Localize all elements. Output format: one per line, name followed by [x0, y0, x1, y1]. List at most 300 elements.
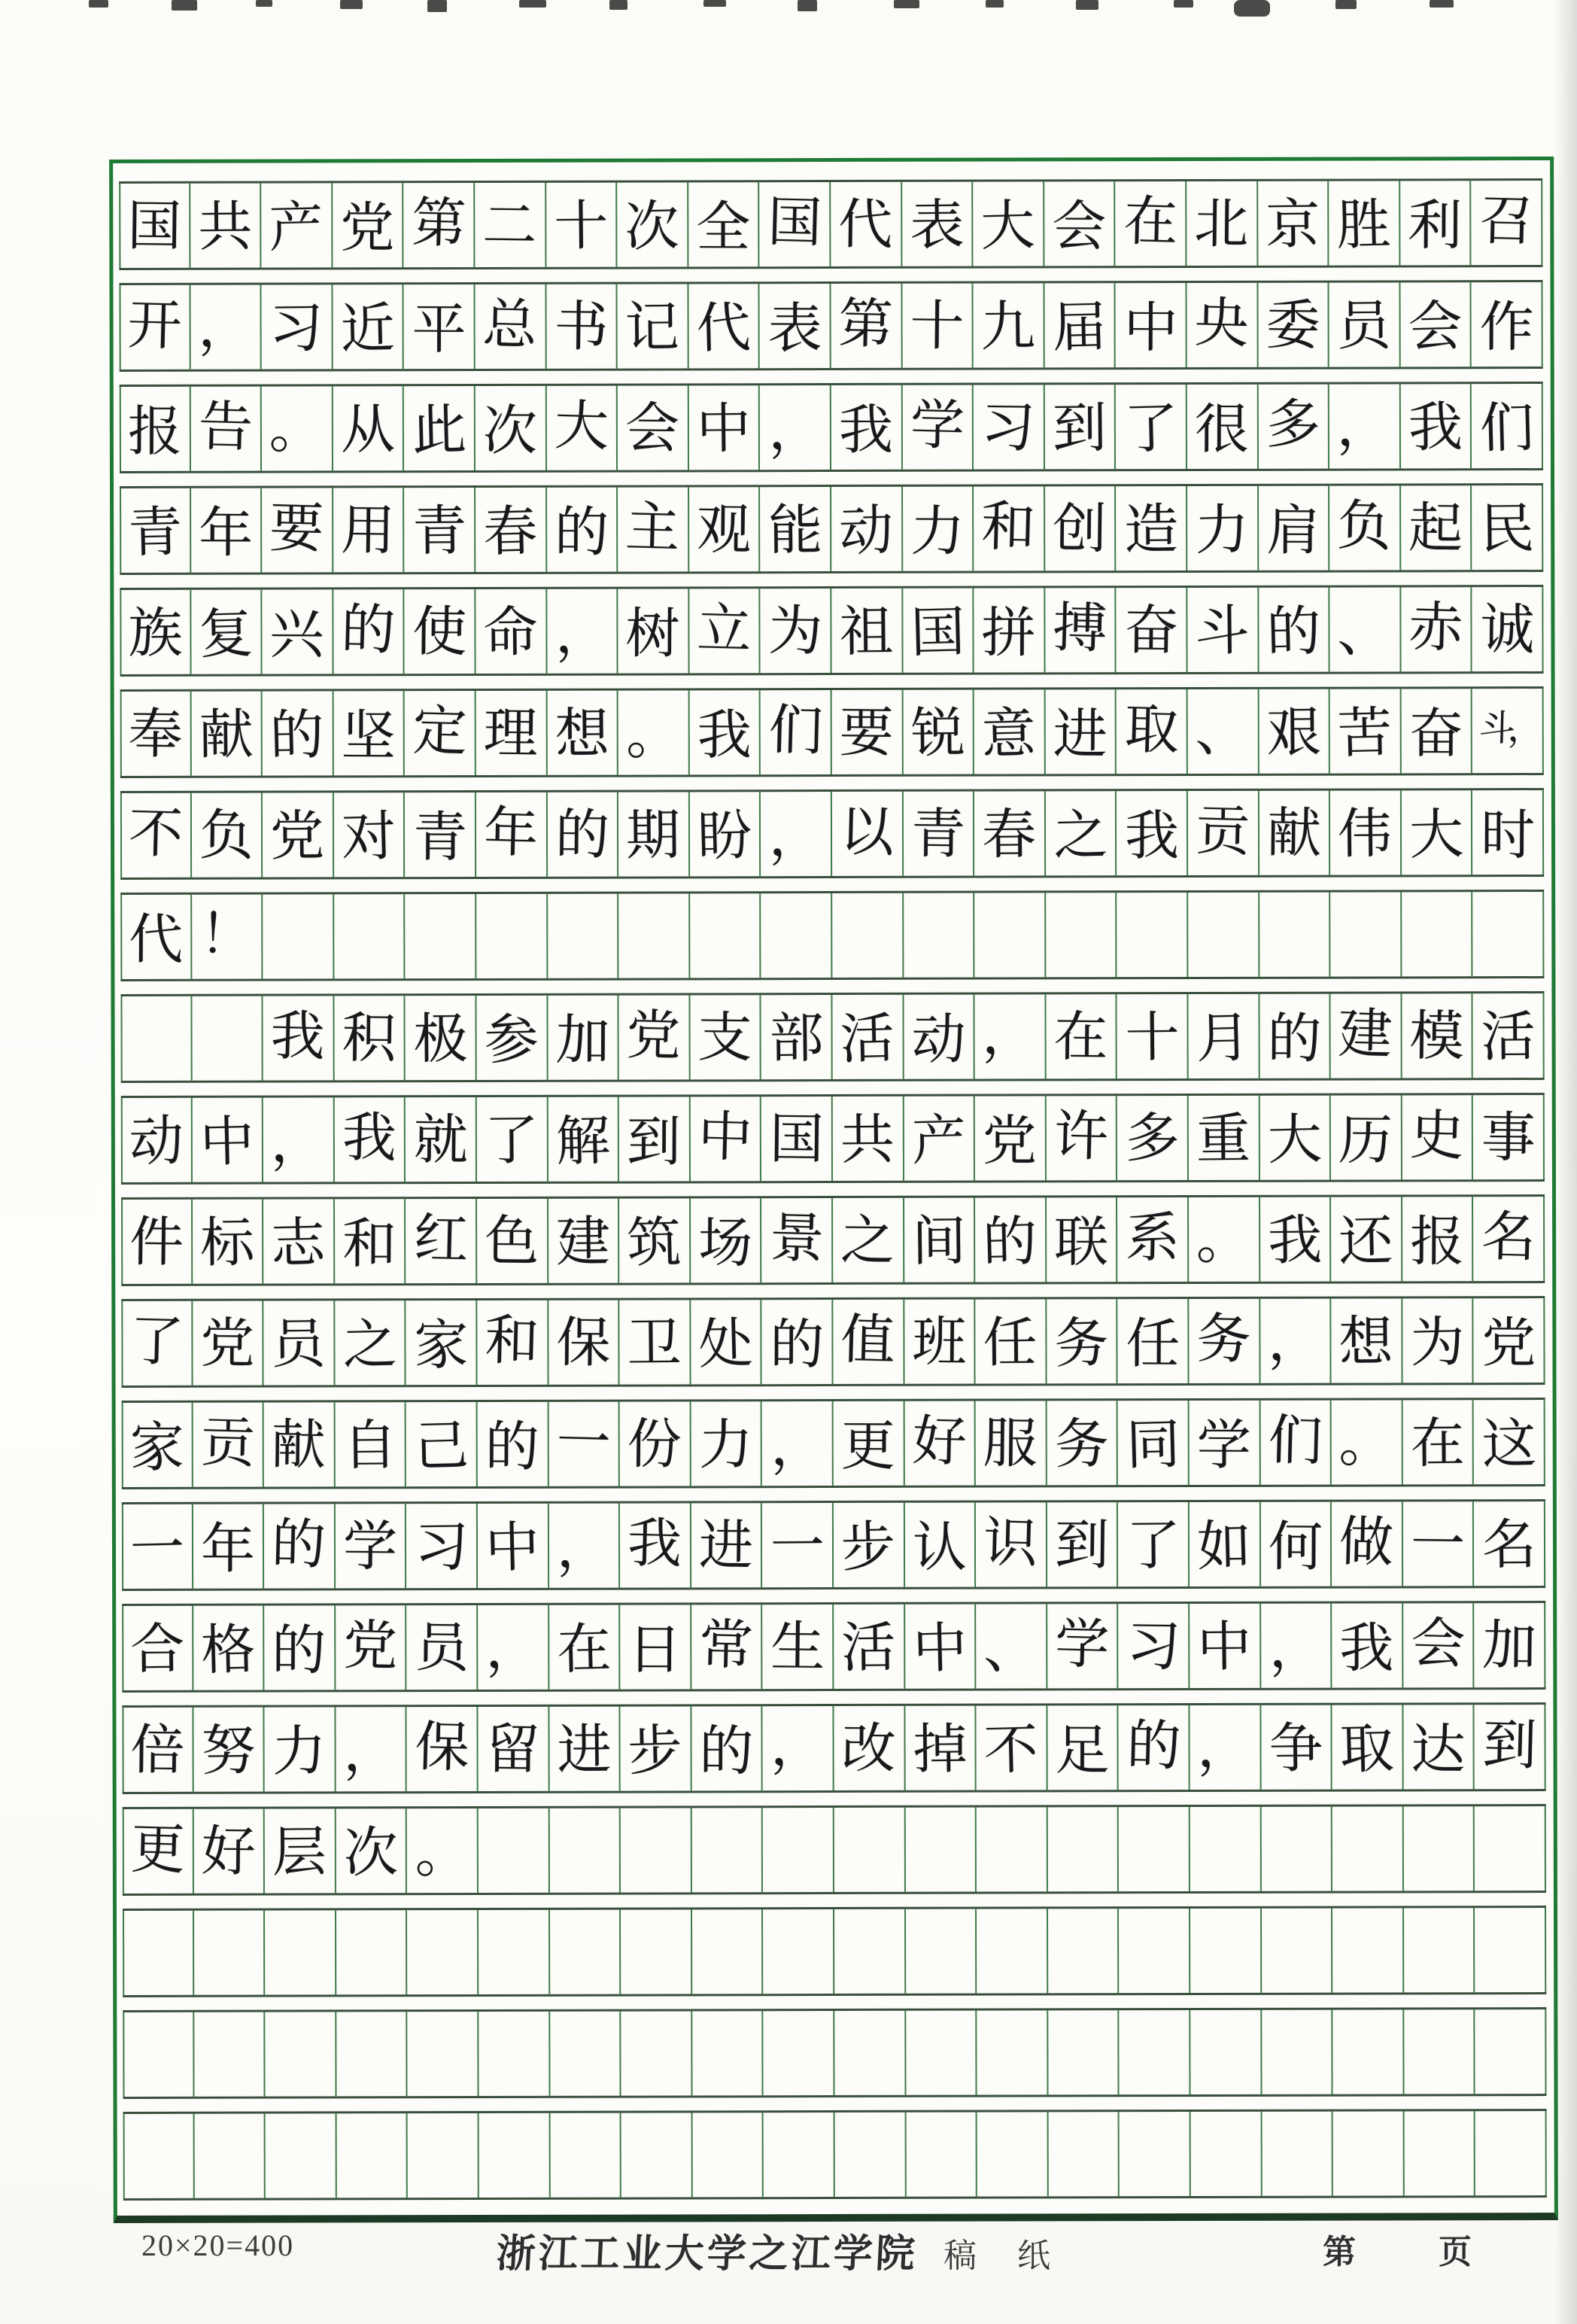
handwritten-char: 届 — [1051, 294, 1108, 360]
grid-cell — [266, 2113, 337, 2198]
handwritten-char: 日 — [627, 1617, 682, 1681]
grid-cell — [264, 1402, 336, 1486]
handwritten-char: 次 — [624, 193, 680, 259]
handwritten-char: 报 — [1409, 1209, 1465, 1273]
grid-cell — [1119, 1807, 1190, 1891]
handwritten-char: 。 — [269, 397, 324, 461]
handwritten-char: 力 — [1194, 497, 1250, 562]
handwritten-char: 支 — [697, 1005, 753, 1069]
grid-cell — [404, 183, 476, 267]
grid-cell — [763, 1909, 834, 1994]
handwritten-char: 同 — [1125, 1412, 1181, 1477]
handwritten-char: 要 — [839, 700, 895, 765]
grid-cell — [832, 893, 904, 978]
grid-cell — [762, 1300, 834, 1384]
grid-cell — [193, 1403, 264, 1487]
grid-cell — [760, 487, 831, 571]
grid-cell — [1190, 1401, 1261, 1485]
grid-cell — [761, 995, 833, 1079]
handwritten-char: 之 — [1053, 802, 1109, 868]
handwritten-char: 总 — [482, 291, 539, 357]
handwritten-char: 的 — [554, 500, 609, 564]
grid-cell — [193, 1708, 265, 1792]
handwritten-char: 认 — [912, 1515, 968, 1579]
handwritten-char: 己 — [413, 1413, 469, 1478]
grid-cell — [764, 2011, 835, 2095]
grid-cell — [476, 894, 548, 978]
handwritten-char: 告 — [197, 394, 254, 459]
grid-cell — [1330, 689, 1402, 773]
handwritten-char: 红 — [412, 1206, 469, 1272]
handwritten-char: 力 — [910, 499, 965, 563]
grid-cell — [1473, 1197, 1545, 1281]
handwritten-char: 共 — [840, 1107, 895, 1172]
grid-cell — [692, 2011, 764, 2095]
handwritten-char: 如 — [1196, 1513, 1253, 1578]
grid-cell — [1116, 283, 1187, 367]
grid-cell — [904, 1198, 976, 1282]
grid-cell — [976, 1502, 1047, 1586]
handwritten-char: 使 — [412, 599, 467, 664]
handwritten-char: 为 — [1409, 1310, 1466, 1375]
handwritten-char: 大 — [1266, 1106, 1323, 1172]
handwritten-char: 十 — [909, 294, 965, 358]
grid-cell — [122, 1708, 193, 1792]
handwritten-char: 我 — [1339, 1616, 1394, 1680]
handwritten-char: 活 — [1480, 1004, 1536, 1069]
handwritten-char: 的 — [699, 1719, 754, 1783]
grid-cell — [764, 2113, 835, 2197]
handwritten-char: 和 — [980, 494, 1037, 559]
grid-cell — [1402, 1298, 1474, 1383]
handwritten-char: 能 — [767, 497, 823, 562]
grid-cell — [547, 691, 618, 775]
handwritten-char: 共 — [197, 194, 253, 259]
grid-cell — [1333, 2111, 1405, 2195]
grid-row — [123, 2007, 1546, 2099]
handwritten-char: 表 — [909, 193, 965, 257]
handwritten-char: 取 — [1339, 1716, 1396, 1781]
grid-cell — [550, 1910, 621, 1994]
grid-cell — [263, 792, 334, 877]
grid-cell — [904, 1503, 976, 1587]
grid-cell — [1262, 2112, 1333, 2196]
grid-cell — [1475, 1705, 1546, 1789]
scan-artifacts-top — [0, 0, 1577, 26]
handwritten-char: 党 — [1481, 1310, 1536, 1375]
handwritten-char: 间 — [911, 1209, 967, 1273]
handwritten-char: 的 — [272, 1618, 327, 1682]
grid-cell — [691, 1605, 763, 1689]
grid-cell — [264, 1605, 336, 1690]
grid-cell — [1260, 1502, 1332, 1586]
handwritten-char: 到 — [627, 1109, 682, 1173]
school-imprint — [497, 2222, 1065, 2278]
handwritten-char: 。 — [625, 701, 682, 767]
paper-footer — [0, 2222, 1577, 2277]
grid-cell — [1120, 2010, 1191, 2094]
handwritten-char: 中 — [697, 1104, 754, 1170]
grid-cell — [476, 691, 548, 775]
grid-cell — [1044, 181, 1116, 266]
handwritten-char: 的 — [269, 702, 326, 768]
handwritten-char: 国 — [910, 599, 966, 665]
handwritten-char: 务 — [1054, 1411, 1110, 1476]
handwritten-char: 全 — [696, 195, 751, 259]
grid-cell — [1119, 1909, 1190, 1993]
handwritten-char: ， — [1267, 1309, 1323, 1373]
grid-cell — [1117, 1197, 1189, 1282]
grid-cell — [264, 1504, 336, 1588]
handwritten-char: 一 — [129, 1516, 186, 1580]
handwritten-char: 习 — [414, 1514, 469, 1579]
grid-cell — [691, 1198, 762, 1282]
grid-cell — [763, 1706, 834, 1790]
grid-cell — [334, 894, 406, 978]
grid-cell — [1475, 1603, 1546, 1687]
grid-cell — [336, 1707, 407, 1791]
grid-cell — [832, 690, 904, 774]
grid-cell — [834, 1605, 905, 1689]
handwritten-char: 极 — [412, 1006, 468, 1071]
grid-cell — [476, 996, 548, 1080]
handwritten-char: 联 — [1053, 1210, 1109, 1274]
handwritten-char: 参 — [483, 1007, 539, 1072]
handwritten-char: 保 — [414, 1714, 470, 1780]
handwritten-char: 青 — [910, 802, 966, 866]
grid-cell — [262, 284, 333, 369]
grid-cell — [546, 183, 618, 267]
grid-cell — [1332, 1806, 1404, 1891]
handwritten-char: 伟 — [1338, 802, 1393, 865]
grid-cell — [405, 691, 476, 775]
grid-cell — [1116, 486, 1187, 570]
handwritten-char: 力 — [698, 1412, 754, 1477]
grid-cell — [905, 1706, 977, 1790]
grid-cell — [120, 692, 192, 776]
grid-cell — [1404, 2009, 1475, 2094]
handwritten-char: 活 — [839, 1006, 895, 1071]
grid-cell — [904, 1097, 975, 1181]
handwritten-char: 委 — [1265, 293, 1320, 357]
handwritten-char: 以 — [839, 798, 895, 864]
handwritten-char: 第 — [837, 290, 895, 356]
grid-row — [121, 1296, 1545, 1388]
grid-cell — [1331, 1298, 1402, 1383]
grid-cell — [691, 1401, 762, 1486]
grid-cell — [119, 285, 190, 370]
handwritten-char: 们 — [767, 698, 824, 763]
grid-cell — [1117, 1096, 1189, 1180]
handwritten-char: 、 — [1195, 699, 1250, 764]
grid-cell — [977, 2010, 1048, 2094]
grid-cell — [1404, 1908, 1475, 1992]
handwritten-char: 主 — [624, 494, 681, 560]
handwritten-char: 取 — [1123, 697, 1180, 762]
handwritten-char: 进 — [1053, 702, 1108, 766]
handwritten-char: 搏 — [1052, 595, 1108, 661]
handwritten-char: 进 — [698, 1513, 754, 1577]
grid-cell — [479, 2113, 551, 2198]
grid-cell — [835, 2113, 907, 2197]
grid-cell — [549, 1605, 621, 1690]
handwritten-char: 家 — [129, 1415, 185, 1480]
handwritten-char: 更 — [840, 1413, 896, 1478]
handwritten-char: 党 — [342, 1613, 399, 1678]
grid-cell — [691, 1503, 763, 1587]
grid-cell — [833, 1198, 904, 1282]
handwritten-char: 班 — [911, 1310, 967, 1374]
handwritten-char: 格 — [200, 1617, 257, 1682]
grid-cell — [548, 1300, 620, 1385]
grid-cell — [1048, 1909, 1120, 1993]
grid-cell — [906, 2011, 977, 2095]
handwritten-char: 我 — [1267, 1208, 1323, 1273]
handwritten-char: 对 — [341, 804, 397, 869]
handwritten-char: 自 — [342, 1413, 398, 1477]
handwritten-char: 从 — [340, 397, 396, 461]
handwritten-char: 中 — [485, 1515, 541, 1580]
grid-cell — [192, 1098, 263, 1182]
grid-cell — [692, 1808, 764, 1892]
handwritten-char: ， — [1336, 394, 1392, 458]
handwritten-char: 部 — [768, 1005, 824, 1070]
grid-cell — [691, 1300, 762, 1384]
grid-cell — [1329, 282, 1401, 367]
handwritten-char: 之 — [840, 1208, 895, 1273]
grid-cell — [119, 184, 190, 268]
grid-cell — [333, 386, 405, 470]
grid-cell — [404, 284, 476, 369]
grid-cell — [477, 1300, 548, 1385]
grid-cell — [902, 182, 974, 266]
grid-row — [119, 178, 1542, 270]
handwritten-char: 平 — [412, 297, 466, 361]
handwritten-char: 卫 — [627, 1311, 682, 1375]
handwritten-char: 此 — [411, 397, 467, 462]
grid-cell — [550, 2113, 621, 2198]
grid-cell — [1472, 689, 1544, 773]
grid-cell — [1258, 385, 1329, 469]
handwritten-char: 、 — [983, 1617, 1038, 1681]
grid-cell — [905, 1808, 977, 1892]
grid-cell — [619, 1300, 691, 1384]
grid-cell — [193, 1809, 265, 1894]
handwritten-char: 近 — [339, 296, 396, 361]
grid-cell — [1400, 282, 1472, 367]
grid-cell — [1404, 1806, 1475, 1891]
grid-cell — [190, 387, 262, 471]
handwritten-char: 。 — [1196, 1207, 1251, 1272]
grid-cell — [1402, 892, 1473, 976]
handwritten-char: 多 — [1265, 391, 1321, 457]
handwritten-char: 表 — [767, 296, 822, 360]
handwritten-char: 大 — [553, 393, 609, 458]
handwritten-char: 好 — [911, 1408, 968, 1474]
grid-cell — [1402, 1095, 1474, 1179]
grid-cell — [903, 487, 974, 571]
grid-cell — [974, 588, 1046, 672]
handwritten-char: 代 — [838, 192, 894, 257]
handwritten-char: 。 — [415, 1821, 469, 1885]
handwritten-char: 祖 — [839, 599, 895, 664]
grid-cell — [548, 894, 619, 978]
handwritten-char: ， — [343, 1720, 398, 1784]
grid-cell — [123, 1911, 194, 1995]
grid-cell — [763, 1808, 834, 1892]
handwritten-char: 任 — [983, 1310, 1038, 1374]
handwritten-char: 许 — [1053, 1103, 1110, 1169]
handwritten-char: 族 — [128, 601, 184, 665]
handwritten-char: 解 — [555, 1108, 611, 1173]
handwritten-char: 期 — [626, 803, 681, 867]
handwritten-char: 会 — [1410, 1611, 1466, 1676]
page-number-blank — [1323, 2225, 1472, 2273]
grid-cell — [834, 1503, 905, 1587]
handwritten-char: 动 — [129, 1109, 184, 1173]
handwritten-char: 会 — [1052, 194, 1107, 258]
handwritten-char: ， — [982, 1002, 1038, 1067]
handwritten-char: 件 — [129, 1209, 184, 1274]
handwritten-char: 一 — [1410, 1511, 1466, 1576]
handwritten-char: ， — [769, 1413, 825, 1477]
handwritten-char: 好 — [201, 1819, 257, 1884]
grid-cell — [1332, 1400, 1403, 1484]
grid-cell — [833, 1097, 904, 1181]
grid-cell — [1048, 2010, 1120, 2094]
grid-row — [120, 991, 1544, 1083]
grid-cell — [334, 996, 406, 1080]
handwritten-char: 更 — [130, 1816, 187, 1881]
handwritten-char: 年 — [200, 1516, 256, 1580]
grid-cell — [120, 590, 191, 674]
handwritten-char: 学 — [909, 392, 965, 458]
grid-cell — [335, 1300, 406, 1385]
grid-cell — [123, 1809, 194, 1894]
grid-cell — [191, 488, 263, 573]
grid-cell — [621, 2011, 692, 2095]
handwritten-char: 多 — [1125, 1106, 1180, 1170]
grid-cell — [1118, 1502, 1190, 1586]
school-name: 浙江工业大学之江学院 — [495, 2231, 919, 2277]
grid-cell — [1262, 1909, 1333, 1993]
grid-cell — [905, 1605, 977, 1689]
grid-cell — [1401, 689, 1472, 773]
handwritten-char: 利 — [1408, 193, 1463, 257]
grid-cell — [1332, 2009, 1404, 2094]
handwritten-char: 在 — [1053, 1004, 1109, 1069]
handwritten-char: 识 — [983, 1510, 1039, 1575]
handwritten-char: ， — [768, 804, 823, 868]
grid-cell — [1262, 2010, 1333, 2094]
grid-cell — [547, 488, 618, 572]
grid-cell — [1190, 1604, 1261, 1688]
grid-cell — [1117, 893, 1189, 977]
grid-cell — [265, 1808, 336, 1893]
grid-cell — [191, 793, 263, 878]
handwritten-char: 动 — [838, 498, 895, 563]
grid-cell — [406, 1097, 477, 1182]
handwritten-char: 留 — [485, 1717, 541, 1781]
grid-cell — [479, 2012, 550, 2096]
grid-cell — [475, 183, 546, 267]
handwritten-char: 锐 — [910, 701, 966, 765]
handwritten-char: 名 — [1481, 1512, 1537, 1577]
grid-cell — [1403, 1705, 1475, 1789]
grid-cell — [831, 284, 902, 368]
grid-cell — [832, 792, 904, 876]
grid-cell — [335, 1097, 406, 1182]
grid-cell — [120, 488, 191, 573]
grid-cell — [1189, 1096, 1260, 1180]
grid-cell — [333, 488, 405, 572]
grid-cell — [977, 1909, 1048, 1993]
paper-type-label: 稿 纸 — [943, 2237, 1066, 2275]
grid-cell — [547, 589, 618, 674]
grid-cell — [1190, 2010, 1262, 2094]
handwritten-char: 苦 — [1337, 700, 1393, 765]
grid-cell — [902, 385, 974, 470]
handwritten-char: 树 — [625, 601, 681, 665]
grid-cell — [122, 1504, 193, 1589]
handwritten-char: 步 — [627, 1717, 684, 1783]
grid-cell — [688, 182, 760, 266]
grid-cell — [1473, 993, 1545, 1078]
grid-cell — [262, 488, 333, 572]
grid-cell — [1187, 181, 1258, 266]
grid-cell — [692, 1909, 764, 1994]
handwritten-char: 会 — [624, 396, 680, 460]
grid-row — [120, 890, 1544, 981]
grid-cell — [123, 2114, 195, 2198]
grid-cell — [618, 792, 690, 876]
handwritten-char: ， — [271, 1110, 326, 1174]
handwritten-char: 系 — [1124, 1205, 1180, 1270]
grid-cell — [834, 1401, 905, 1486]
grid-cell — [619, 1097, 691, 1181]
grid-cell — [1187, 588, 1259, 672]
grid-cell — [263, 894, 334, 978]
grid-cell — [1260, 1197, 1332, 1282]
handwritten-char: 习 — [269, 296, 324, 360]
grid-cell — [333, 183, 404, 267]
grid-cell — [336, 2113, 408, 2198]
handwritten-char: 学 — [1196, 1413, 1252, 1477]
grid-cell — [689, 385, 761, 470]
grid-cell — [977, 2112, 1049, 2196]
handwritten-char: 盼 — [697, 803, 753, 868]
grid-cell — [1048, 2112, 1120, 2196]
handwritten-char: 献 — [1266, 801, 1322, 865]
handwritten-char: 了 — [1126, 1513, 1181, 1577]
grid-cell — [335, 1199, 406, 1283]
grid-cell — [1258, 283, 1329, 367]
grid-cell — [407, 1808, 479, 1893]
handwritten-char: 何 — [1268, 1514, 1323, 1578]
handwritten-char: 负 — [199, 803, 254, 868]
grid-cell — [191, 590, 263, 674]
grid-cell — [479, 1808, 550, 1893]
grid-cell — [691, 1097, 762, 1181]
grid-cell — [974, 893, 1046, 977]
grid-cell — [1401, 587, 1472, 671]
grid-cell — [1475, 2111, 1547, 2195]
handwritten-char: 就 — [413, 1107, 469, 1172]
grid-cell — [548, 1402, 620, 1486]
grid-cell — [976, 1604, 1047, 1688]
handwritten-char: 奉 — [128, 701, 184, 766]
grid-cell — [407, 1910, 479, 1994]
